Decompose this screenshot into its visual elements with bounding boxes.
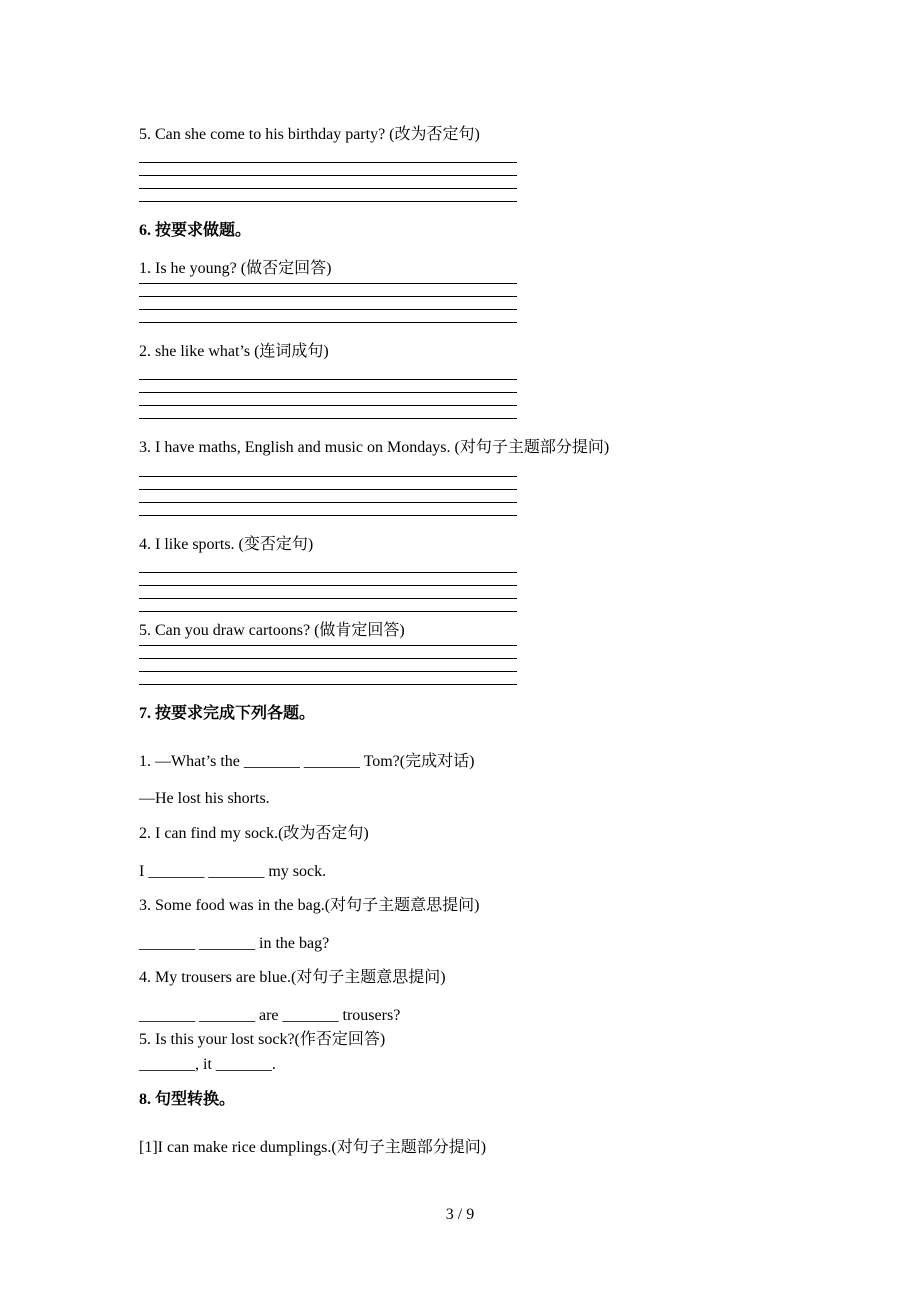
question-text: 1. —What’s the _______ _______ Tom?(完成对话) xyxy=(139,753,475,770)
answer-lines xyxy=(139,476,517,528)
question-text: 4. My trousers are blue.(对句子主题意思提问) xyxy=(139,969,446,986)
question-text: 2. I can find my sock.(改为否定句) xyxy=(139,825,369,842)
section-heading: 7. 按要求完成下列各题。 xyxy=(139,705,316,722)
question-text: 1. Is he young? (做否定回答) xyxy=(139,260,332,277)
answer-text: _______ _______ are _______ trousers? xyxy=(139,1007,401,1024)
question-text: 2. she like what’s (连词成句) xyxy=(139,343,329,360)
answer-lines xyxy=(139,162,517,214)
question-text: 3. I have maths, English and music on Mondays. (对句子主题部分提问) xyxy=(139,439,610,456)
section-heading: 6. 按要求做题。 xyxy=(139,222,252,239)
answer-text: _______ _______ in the bag? xyxy=(139,935,330,952)
answer-text: _______, it _______. xyxy=(139,1056,276,1073)
answer-lines xyxy=(139,283,517,335)
question-text: 5. Is this your lost sock?(作否定回答) xyxy=(139,1031,386,1048)
question-text: [1]I can make rice dumplings.(对句子主题部分提问) xyxy=(139,1139,487,1156)
question-text: 5. Can you draw cartoons? (做肯定回答) xyxy=(139,622,405,639)
answer-text: I _______ _______ my sock. xyxy=(139,863,327,880)
page-number: 3 / 9 xyxy=(445,1206,475,1223)
answer-lines xyxy=(139,379,517,431)
question-text: 5. Can she come to his birthday party? (改为否定句) xyxy=(139,126,480,143)
question-text: 4. I like sports. (变否定句) xyxy=(139,536,314,553)
answer-lines xyxy=(139,572,517,624)
answer-text: —He lost his shorts. xyxy=(139,790,270,807)
answer-lines xyxy=(139,645,517,697)
section-heading: 8. 句型转换。 xyxy=(139,1091,236,1108)
question-text: 3. Some food was in the bag.(对句子主题意思提问) xyxy=(139,897,480,914)
